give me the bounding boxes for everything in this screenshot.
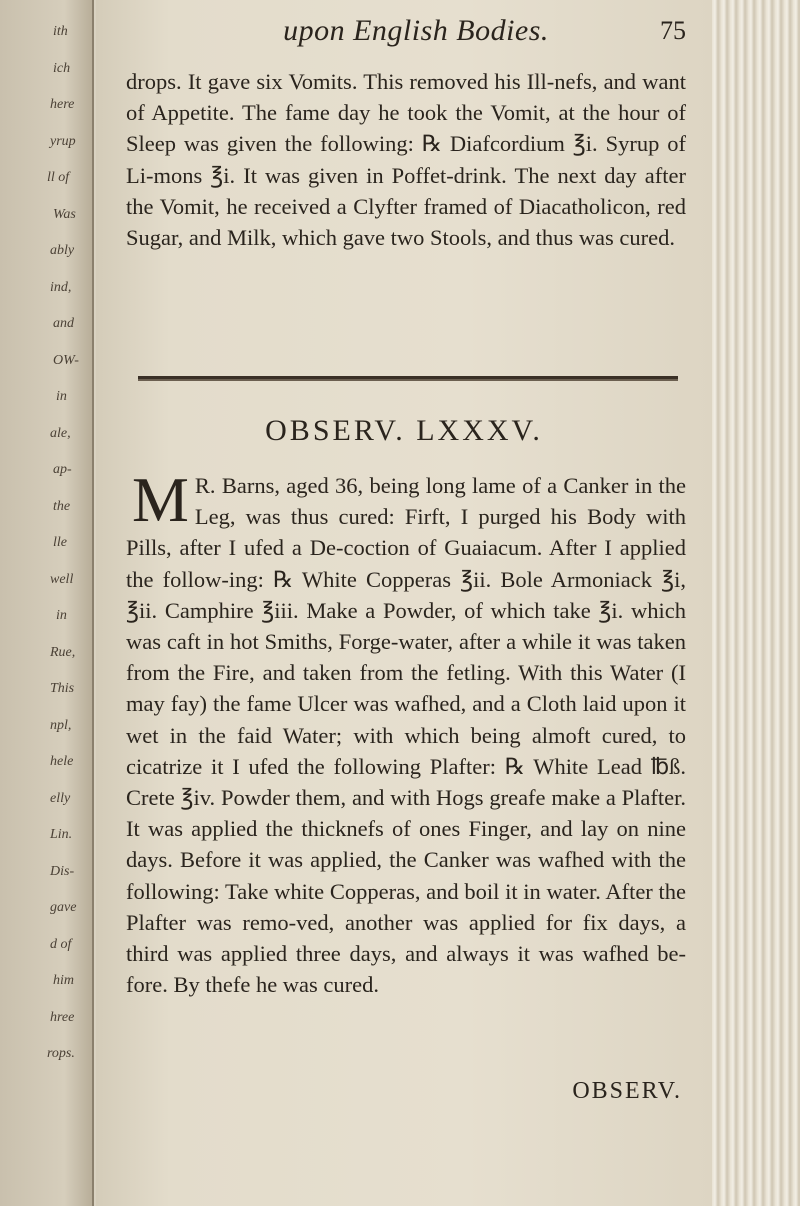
margin-fragment: hele [50, 754, 74, 769]
margin-fragment: in [56, 608, 67, 623]
margin-fragment: d of [50, 936, 72, 952]
margin-fragment: npl, [50, 717, 72, 733]
paragraph-text: drops. It gave six Vomits. This removed his Ill-nefs, and want of Appetite. The fame day he took the Vomit, at the hour of Sleep was given the following: ℞ Diafcordium ℥i. Syrup of Li-mons ℥i. It was given in Poffet-drink. The next day after the Vomit, he received a Clyfter framed of Diacatholicon, red Sugar, and Milk, which gave two Stools, and thus was cured. [126, 69, 686, 251]
margin-fragment: ale, [50, 425, 71, 441]
margin-fragment: Lin. [50, 827, 73, 842]
margin-fragment: here [50, 97, 75, 112]
book-page [96, 0, 712, 1206]
margin-fragment: and [53, 316, 74, 331]
page-stack-edge [712, 0, 800, 1206]
section-heading: OBSERV. LXXXV. [265, 414, 543, 447]
margin-fragment: gave [50, 900, 77, 915]
catchword: OBSERV. [572, 1078, 682, 1104]
margin-fragment: lle [53, 535, 67, 550]
margin-fragment: ll of [47, 170, 70, 185]
margin-fragment: elly [50, 790, 71, 806]
margin-fragment: rops. [47, 1046, 75, 1061]
continued-paragraph [126, 66, 686, 253]
observation-text: R. Barns, aged 36, being long lame of a Canker in the Leg, was thus cured: Firft, I purged his Body with Pills, after I ufed a De-coction of Guaiacum. After I applied the follow-ing: ℞ White Copperas ℥ii. Bole Armoniack ℥i, ℥ii. Camphire ℥iii. Make a Powder, of which take ℥i. which was caft in hot Smiths, Forge-water, after a while it was taken from the Fire, and taken from the fetling. With this Water (I may fay) the fame Ulcer was wafhed, and a Cloth laid upon it wet in the faid Water; with which being almoft cured, to cicatrize it I ufed the following Plafter: ℞ White Lead ℔ß. Crete ℥iv. Powder them, and with Hogs greafe make a Plafter. It was applied the thicknefs of ones Finger, and lay on nine days. Before it was applied, the Canker was wafhed with the following: Take white Copperas, and boil it in water. After the Plafter was remo-ved, another was applied for fix days, a third was applied three days, and always it was wafhed be-fore. By thefe he was cured. [126, 473, 686, 998]
margin-fragment: Rue, [50, 644, 76, 660]
margin-fragment: Was [53, 206, 76, 222]
drop-cap: M [132, 464, 189, 535]
margin-fragment: well [50, 571, 74, 587]
margin-fragment: yrup [50, 133, 76, 149]
margin-fragment: hree [50, 1009, 75, 1025]
margin-fragment: in [56, 389, 67, 404]
margin-fragment: ably [50, 243, 75, 258]
margin-fragment: him [53, 973, 74, 988]
facing-page-edge [0, 0, 94, 1206]
margin-fragment: OW- [53, 352, 79, 368]
observation-paragraph [126, 464, 686, 1000]
margin-fragment: ind, [50, 279, 72, 295]
margin-fragment: Dis- [50, 863, 75, 879]
margin-fragment: the [53, 498, 71, 514]
section-divider-rule [138, 376, 678, 379]
margin-fragment: ap- [53, 462, 72, 477]
page-header [156, 10, 686, 60]
margin-fragment: ich [53, 60, 71, 76]
page-number: 75 [660, 16, 686, 45]
running-title: upon English Bodies. [283, 14, 549, 47]
margin-fragment: This [50, 681, 75, 696]
margin-fragment: ith [53, 24, 68, 39]
